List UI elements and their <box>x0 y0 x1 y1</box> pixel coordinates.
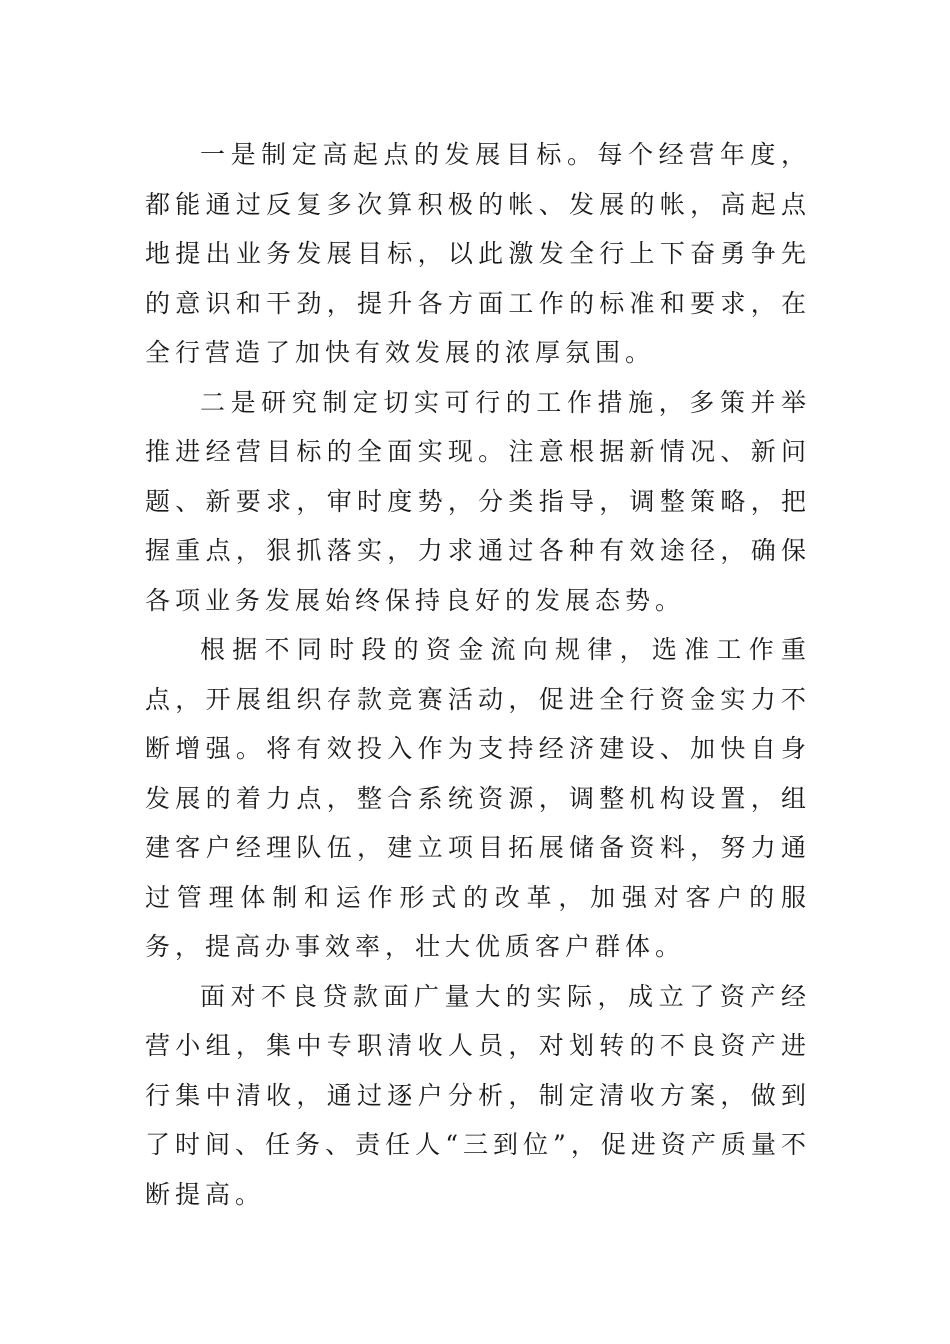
paragraph-funding-work: 根据不同时段的资金流向规律，选准工作重点，开展组织存款竞赛活动，促进全行资金实力不断增强。将有效投入作为支持经济建设、加快自身发展的着力点，整合系统资源，调整机构设置，组建客户经理队伍，建立项目拓展储备资料，努力通过管理体制和运作形式的改革，加强对客户的服务，提高办事效率，壮大优质客户群体。 <box>145 635 811 961</box>
paragraph-bad-loans: 面对不良贷款面广量大的实际，成立了资产经营小组，集中专职清收人员，对划转的不良资产进行集中清收，通过逐户分析，制定清收方案，做到了时间、任务、责任人“三到位”，促进资产质量不断提高。 <box>145 981 811 1209</box>
paragraph-work-measures: 二是研究制定切实可行的工作措施，多策并举推进经营目标的全面实现。注意根据新情况、新问题、新要求，审时度势，分类指导，调整策略，把握重点，狠抓落实，力求通过各种有效途径，确保各项业务发展始终保持良好的发展态势。 <box>145 387 811 615</box>
paragraph-development-goals: 一是制定高起点的发展目标。每个经营年度，都能通过反复多次算积极的帐、发展的帐，高起点地提出业务发展目标，以此激发全行上下奋勇争先的意识和干劲，提升各方面工作的标准和要求，在全行营造了加快有效发展的浓厚氛围。 <box>145 140 811 367</box>
document-body <box>145 130 811 1219</box>
